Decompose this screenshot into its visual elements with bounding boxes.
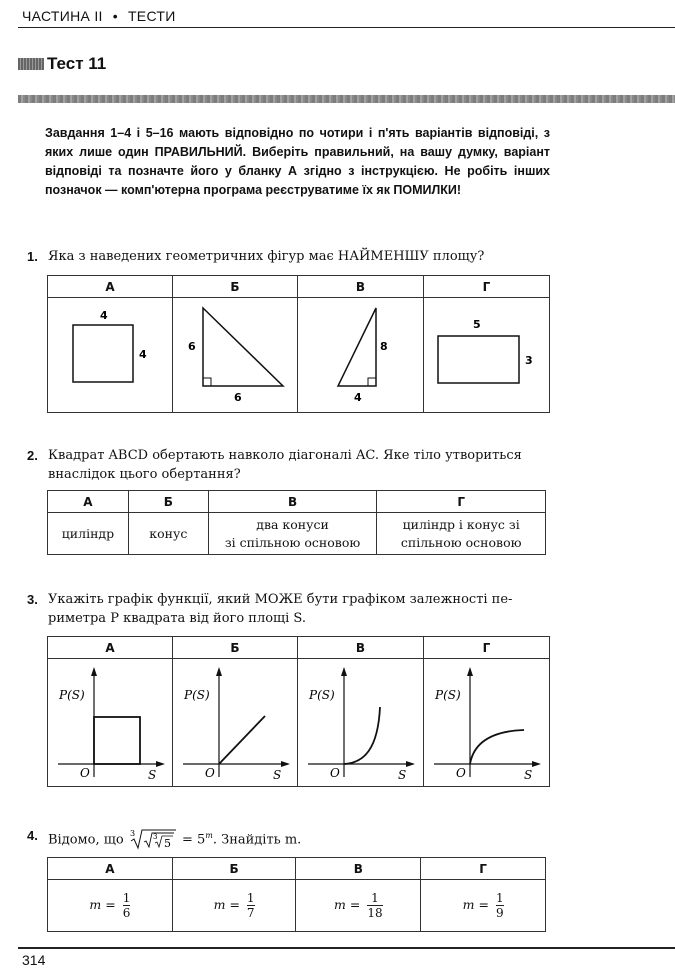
answer-cell: [48, 880, 173, 932]
y-axis-label: P(S): [59, 688, 85, 702]
q1-options-table: [47, 275, 550, 413]
answer-fraction: [496, 891, 504, 920]
instructions: Завдання 1–4 і 5–16 мають відповідно по чотири і п'ять варіантів відповіді, з яких лише один ПРАВИЛЬНИЙ. Виберіть правильний, на вашу думку, варіант відповіді та позначте його у бланку А згідно з інструкцією. Не робіть інших позначок — комп'ютерна програма реєструватиме їх як ПОМИЛКИ!: [45, 126, 550, 197]
option-label: Г: [377, 491, 546, 513]
square-side-label: 4: [139, 348, 147, 361]
square-top-label: 4: [100, 309, 108, 322]
header-part: ЧАСТИНА II: [22, 8, 103, 24]
question-text-line1: Укажіть графік функції, який МОЖЕ бути графіком залежності пе-: [48, 592, 513, 607]
question-number: 2.: [27, 448, 38, 463]
triangle-leg-label: 8: [380, 340, 388, 353]
origin-label: O: [456, 766, 466, 780]
test-title: [18, 54, 106, 74]
option-label: А: [48, 858, 173, 880]
y-axis-label: P(S): [184, 688, 210, 702]
header-section: ТЕСТИ: [127, 8, 176, 24]
figure-square: [48, 298, 173, 413]
graph-d: [424, 659, 550, 787]
answer-text: циліндр і конус зі: [402, 516, 520, 532]
outer-root-index: 3: [129, 829, 135, 839]
answer-text: спільною основою: [400, 534, 522, 550]
q3-options-table: [47, 636, 550, 787]
answer-cell: [172, 880, 296, 932]
answer-text: зі спільною основою: [224, 534, 361, 550]
question-2: [27, 446, 557, 486]
option-label: В: [296, 858, 421, 880]
question-text: Яка з наведених геометричних фігур має НАЙМЕНШУ площу?: [48, 249, 485, 264]
answer-text: конус: [149, 525, 188, 541]
title-marker-icon: [18, 58, 44, 70]
x-axis-label: S: [148, 768, 157, 782]
radicand: 5: [163, 837, 171, 851]
answer-text: циліндр: [61, 525, 115, 541]
rectangle-top-label: 5: [473, 318, 481, 331]
option-label: Б: [128, 491, 208, 513]
fraction-numerator: 1: [246, 891, 255, 905]
footer-rule: [18, 947, 675, 949]
question-number: 3.: [27, 592, 38, 607]
answer-text: два конуси: [256, 516, 329, 532]
answer-cell: [48, 513, 129, 555]
answer-cell: [296, 880, 421, 932]
graph-b: [173, 659, 298, 787]
fraction-denominator: 7: [246, 906, 255, 920]
header-rule: [18, 27, 675, 28]
question-3: [27, 590, 557, 630]
question-text-line2: риметра P квадрата від його площі S.: [48, 611, 306, 626]
option-label: Б: [173, 637, 298, 659]
q2-options-table: [47, 490, 546, 555]
answer-fraction: [123, 891, 131, 920]
option-label: Г: [424, 637, 550, 659]
answer-fraction: [367, 891, 382, 920]
rectangle-side-label: 3: [525, 354, 533, 367]
option-label: В: [208, 491, 377, 513]
x-axis-label: S: [273, 768, 282, 782]
x-axis-label: S: [398, 768, 407, 782]
graph-a: [48, 659, 173, 787]
running-header: [22, 8, 176, 24]
figure-triangle-tall: [298, 298, 424, 413]
option-label: Г: [424, 276, 550, 298]
option-label: В: [298, 637, 424, 659]
question-text: [48, 826, 301, 850]
origin-label: O: [80, 766, 90, 780]
figure-rectangle: [424, 298, 550, 413]
y-axis-label: P(S): [309, 688, 335, 702]
y-axis-label: P(S): [435, 688, 461, 702]
question-text-suffix: . Знайдіть m.: [212, 832, 302, 848]
question-4: [27, 826, 557, 850]
q4-options-table: [47, 857, 546, 932]
test-title-text: Тест 11: [47, 54, 107, 73]
answer-cell: [377, 513, 546, 555]
fraction-denominator: 6: [122, 906, 131, 920]
option-label: А: [48, 637, 173, 659]
x-axis-label: S: [524, 768, 533, 782]
fraction-denominator: 18: [367, 906, 383, 920]
fraction-denominator: 9: [495, 906, 504, 920]
nested-root-expression: [128, 828, 178, 850]
question-text-prefix: Відомо, що: [48, 832, 124, 848]
inner-root-index: 3: [152, 833, 158, 842]
option-label: А: [48, 276, 173, 298]
answer-lhs: m =: [334, 897, 361, 912]
option-label: А: [48, 491, 129, 513]
question-text-line2: внаслідок цього обертання?: [48, 467, 241, 482]
answer-cell: [208, 513, 377, 555]
answer-lhs: m =: [89, 897, 116, 912]
triangle-base-label: 4: [354, 391, 362, 404]
answer-fraction: [247, 891, 255, 920]
fraction-numerator: 1: [495, 891, 504, 905]
title-divider: [18, 95, 675, 103]
question-number: 4.: [27, 828, 38, 843]
fraction-numerator: 1: [122, 891, 131, 905]
answer-cell: [128, 513, 208, 555]
header-separator: •: [112, 8, 118, 24]
origin-label: O: [205, 766, 215, 780]
origin-label: O: [330, 766, 340, 780]
triangle-base-label: 6: [234, 391, 242, 404]
option-label: Б: [173, 276, 298, 298]
equals-base: = 5: [181, 832, 206, 848]
question-text-line1: Квадрат ABCD обертають навколо діагоналі AC. Яке тіло утвориться: [48, 448, 522, 463]
figure-triangle-wide: [173, 298, 298, 413]
answer-lhs: m =: [462, 897, 489, 912]
option-label: В: [298, 276, 424, 298]
exponent: m: [205, 831, 213, 840]
page-number: 314: [22, 952, 46, 968]
answer-lhs: m =: [213, 897, 240, 912]
option-label: Г: [421, 858, 546, 880]
option-label: Б: [172, 858, 296, 880]
answer-cell: [421, 880, 546, 932]
question-number: 1.: [27, 249, 38, 264]
triangle-leg-label: 6: [188, 340, 196, 353]
graph-c: [298, 659, 424, 787]
fraction-numerator: 1: [371, 891, 379, 905]
